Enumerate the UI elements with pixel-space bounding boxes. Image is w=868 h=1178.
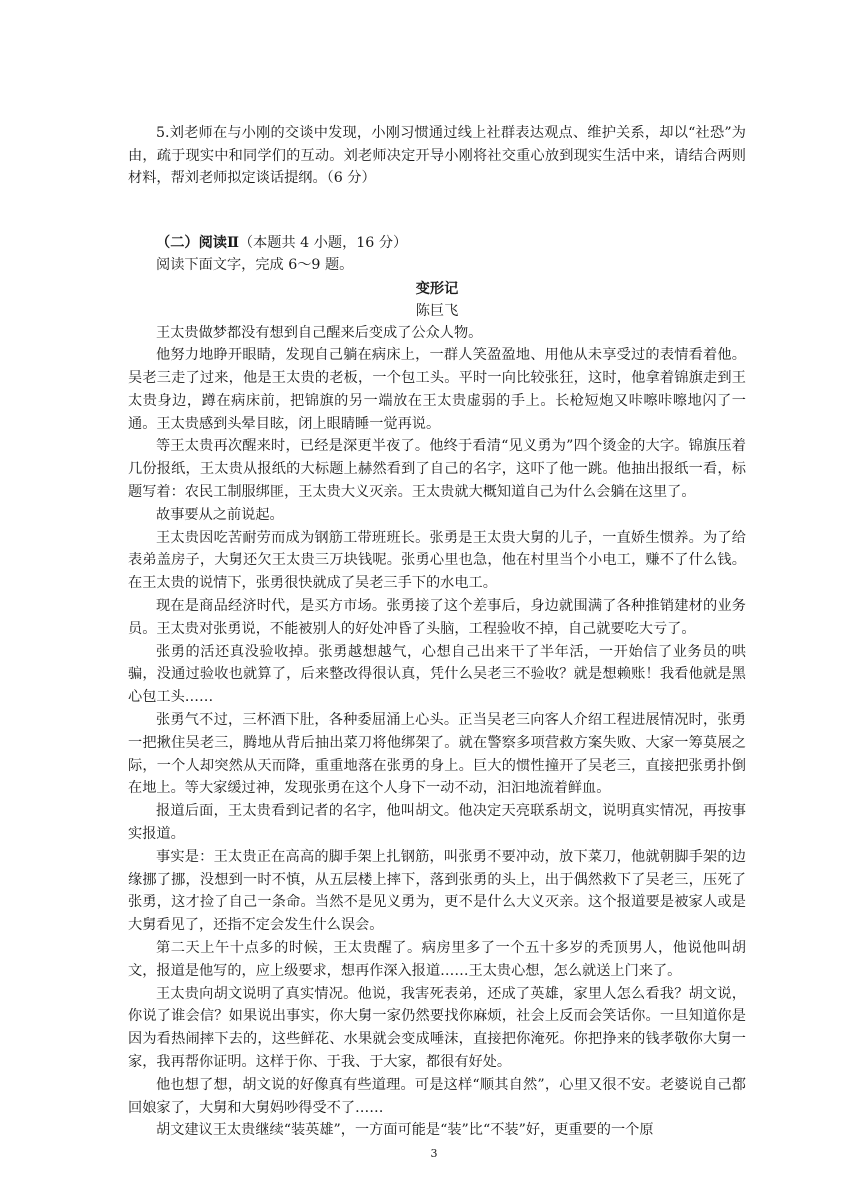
page-content — [128, 122, 746, 1142]
section-heading — [128, 232, 746, 254]
paragraph: 张勇气不过，三杯酒下肚，各种委屈涌上心头。正当吴老三向客人介绍工程进展情况时，张勇一把揪住吴老三，腾地从背后抽出菜刀将他绑架了。就在警察多项营救方案失败、大家一筹莫展之际，一个人却突然从天而降，重重地落在张勇的身上。巨大的惯性撞开了吴老三，直接把张勇扑倒在地上。等大家缓过神，发现张勇在这个人身下一动不动，汩汩地流着鲜血。 — [128, 712, 746, 797]
article-title: 变形记 — [415, 280, 459, 297]
question-5 — [128, 122, 746, 190]
paragraph: 他也想了想，胡文说的好像真有些道理。可是这样“顺其自然”，心里又很不安。老婆说自己都回娘家了，大舅和大舅妈吵得受不了…… — [128, 1076, 746, 1116]
paragraph: 故事要从之前说起。 — [156, 506, 284, 523]
article-body — [128, 322, 746, 1143]
paragraph: 王太贵向胡文说明了真实情况。他说，我害死表弟，还成了英雄，家里人怎么看我？胡文说，你说了谁会信？如果说出事实，你大舅一家仍然要找你麻烦，社会上反而会笑话你。一旦知道你是因为看热闹摔下去的，这些鲜花、水果就会变成唾沫，直接把你淹死。你把挣来的钱孝敬你大舅一家，我再帮你证明。这样于你、于我、于大家，都很有好处。 — [128, 985, 746, 1070]
paragraph: 胡文建议王太贵继续“装英雄”，一方面可能是“装”比“不装”好，更重要的一个原 — [156, 1122, 654, 1139]
question-5-text: 5.刘老师在与小刚的交谈中发现，小刚习惯通过线上社群表达观点、维护关系，却以“社恐”为由，疏于现实中和同学们的互动。刘老师决定开导小刚将社交重心放到现实生活中来，请结合两则材料，帮刘老师拟定谈话提纲。（6 分） — [128, 125, 746, 186]
paragraph: 事实是：王太贵正在高高的脚手架上扎钢筋，叫张勇不要冲动，放下菜刀，他就朝脚手架的边缘挪了挪，没想到一时不慎，从五层楼上摔下，落到张勇的头上，出于偶然救下了吴老三，压死了张勇，这才捡了自己一条命。当然不是见义勇为，更不是什么大义灭亲。这个报道要是被家人或是大舅看见了，还指不定会发生什么误会。 — [128, 848, 746, 934]
paragraph: 现在是商品经济时代，是买方市场。张勇接了这个差事后，身边就围满了各种推销建材的业务员。王太贵对张勇说，不能被别人的好处冲昏了头脑，工程验收不掉，自己就要吃大亏了。 — [128, 598, 746, 637]
section-title: （二）阅读Ⅱ — [156, 234, 239, 251]
paragraph: 王太贵因吃苦耐劳而成为钢筋工带班班长。张勇是王太贵大舅的儿子，一直娇生惯养。为了给表弟盖房子，大舅还欠王太贵三万块钱呢。张勇心里也急，他在村里当个小电工，赚不了什么钱。在王太贵的说情下，张勇很快就成了吴老三手下的水电工。 — [128, 529, 746, 592]
paragraph: 张勇的活还真没验收掉。张勇越想越气，心想自己出来干了半年活，一开始信了业务员的哄骗，没通过验收也就算了，后来整改得很认真，凭什么吴老三不验收？就是想赖账！我看他就是黑心包工头…… — [128, 643, 746, 706]
paragraph: 第二天上午十点多的时候，王太贵醒了。病房里多了一个五十多岁的秃顶男人，他说他叫胡文，报道是他写的，应上级要求，想再作深入报道……王太贵心想，怎么就送上门来了。 — [128, 940, 746, 979]
article-author: 陈巨飞 — [415, 302, 459, 319]
paragraph: 他努力地睁开眼睛，发现自己躺在病床上，一群人笑盈盈地、用他从未享受过的表情看着他。吴老三走了过来，他是王太贵的老板，一个包工头。平时一向比较张狂，这时，他拿着锦旗走到王太贵身边，蹲在病床前，把锦旗的另一端放在王太贵虚弱的手上。长枪短炮又咔嚓咔嚓地闪了一通。王太贵感到头晕目眩，闭上眼睛睡一觉再说。 — [128, 347, 746, 432]
section-note: （本题共 4 小题，16 分） — [238, 234, 408, 251]
paragraph: 等王太贵再次醒来时，已经是深更半夜了。他终于看清“见义勇为”四个烫金的大字。锦旗压着几份报纸，王太贵从报纸的大标题上赫然看到了自己的名字，这吓了他一跳。他抽出报纸一看，标题写着：农民工制服绑匪，王太贵大义灭亲。王太贵就大概知道自己为什么会躺在这里了。 — [128, 438, 746, 501]
paragraph: 报道后面，王太贵看到记者的名字，他叫胡文。他决定天亮联系胡文，说明真实情况，再按事实报道。 — [128, 803, 746, 843]
page-number: 3 — [430, 1147, 438, 1160]
paragraph: 王太贵做梦都没有想到自己醒来后变成了公众人物。 — [156, 324, 483, 341]
section-instruction: 阅读下面文字，完成 6～9 题。 — [156, 256, 354, 273]
